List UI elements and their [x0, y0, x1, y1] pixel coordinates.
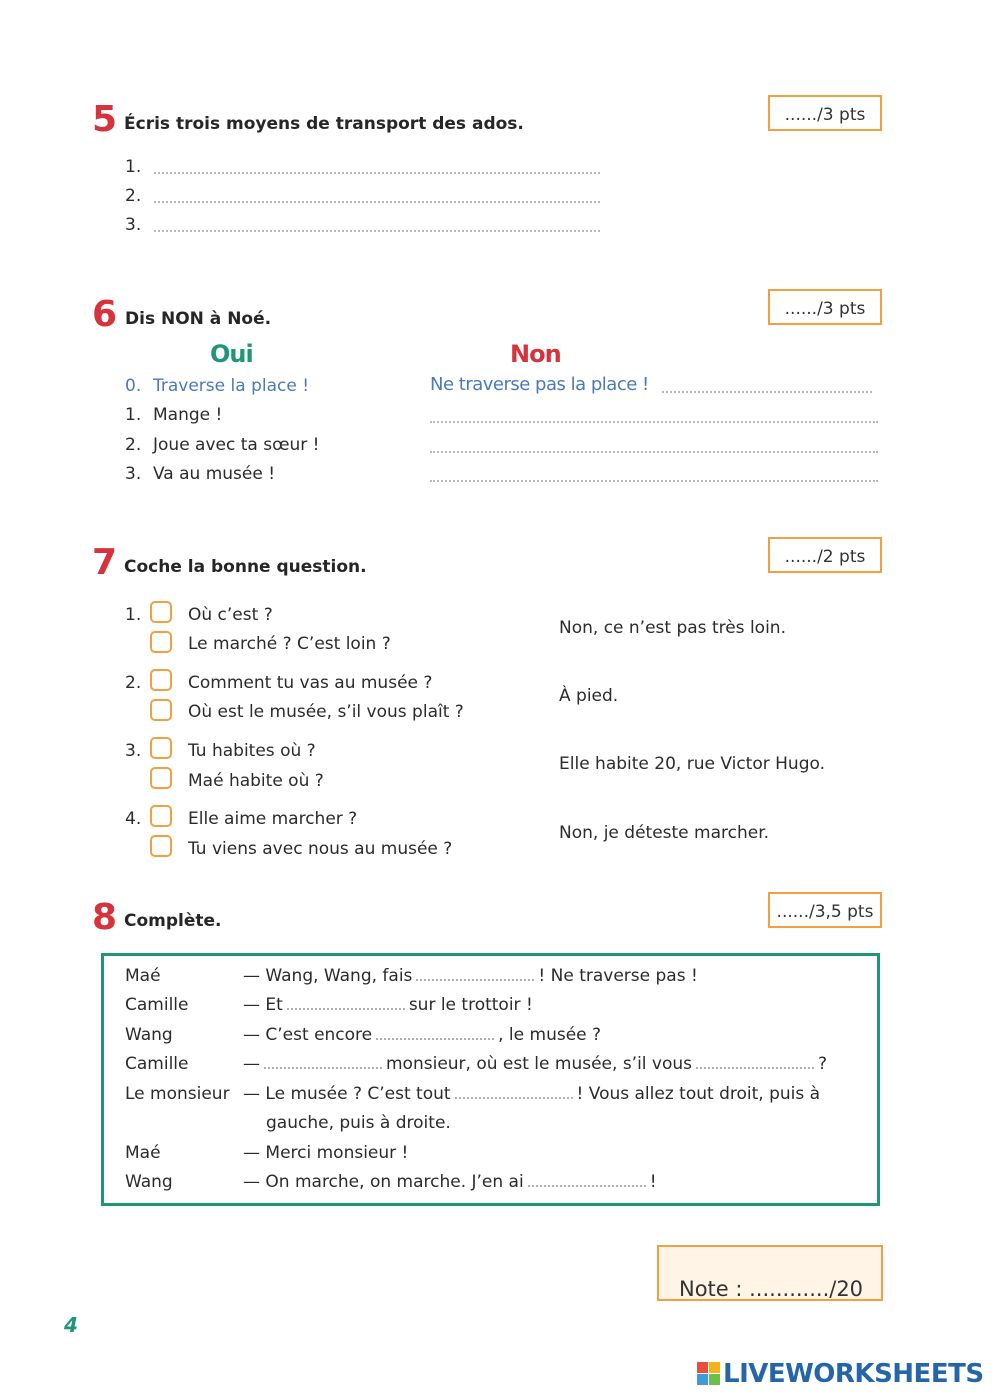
- ex7-item-1-checkbox-b[interactable]: [150, 631, 172, 653]
- exercise-7-points: ....../2 pts: [768, 537, 882, 573]
- line-7-text-b: !: [649, 1172, 657, 1192]
- oui-label: Oui: [210, 340, 253, 368]
- ex7-item-2-num: 2.: [125, 673, 142, 693]
- exercise-6-points: ....../3 pts: [768, 289, 882, 325]
- note-text: Note : ............/20: [679, 1277, 864, 1301]
- ex7-item-3-q1: Tu habites où ?: [188, 741, 316, 761]
- exercise-5-points: ....../3 pts: [768, 95, 882, 131]
- exercise-6-title: Dis NON à Noé.: [125, 309, 272, 329]
- ex7-item-1-q1: Où c’est ?: [188, 605, 273, 625]
- ex7-item-4-answer: Non, je déteste marcher.: [559, 823, 770, 843]
- ex5-item-1-num: 1.: [125, 157, 142, 177]
- ex7-item-4-num: 4.: [125, 809, 142, 829]
- line-2-text-b: sur le trottoir !: [408, 995, 533, 1015]
- speaker-mae: Maé: [125, 966, 161, 986]
- ex7-item-4-checkbox-a[interactable]: [150, 805, 172, 827]
- ex7-item-2-checkbox-a[interactable]: [150, 669, 172, 691]
- line-4-text-a: —: [243, 1054, 260, 1074]
- line-3-text-b: , le musée ?: [498, 1025, 602, 1045]
- exercise-7-number: 7: [92, 542, 118, 583]
- line-7-text-a: — On marche, on marche. J’en ai: [243, 1172, 524, 1192]
- exercise-8-points: ....../3,5 pts: [768, 892, 882, 928]
- note-box: [657, 1245, 883, 1301]
- ex7-item-4-q2: Tu viens avec nous au musée ?: [188, 839, 453, 859]
- exercise-8-title: Complète.: [124, 911, 222, 931]
- ex7-item-1-answer: Non, ce n’est pas très loin.: [559, 618, 786, 638]
- ex5-answer-2[interactable]: [154, 201, 600, 203]
- line-4-text-b: monsieur, où est le musée, s’il vous: [386, 1054, 693, 1074]
- ex6-item-3-text: Va au musée !: [153, 464, 276, 484]
- ex7-item-2-q2: Où est le musée, s’il vous plaît ?: [188, 702, 464, 722]
- blank-4[interactable]: [264, 1067, 382, 1069]
- brand-text: LIVEWORKSHEETS: [723, 1359, 984, 1389]
- speaker-wang: Wang: [125, 1172, 173, 1192]
- ex5-answer-1[interactable]: [154, 172, 600, 174]
- blank-5[interactable]: [696, 1067, 814, 1069]
- ex6-item-1-num: 1.: [125, 405, 142, 425]
- line-5-text-b: ! Vous allez tout droit, puis à: [576, 1084, 821, 1104]
- ex5-answer-3[interactable]: [154, 230, 600, 232]
- ex7-item-4-checkbox-b[interactable]: [150, 835, 172, 857]
- exercise-7-title: Coche la bonne question.: [124, 557, 367, 577]
- line-5-text-a: — Le musée ? C’est tout: [243, 1084, 451, 1104]
- dialogue-frame: [101, 953, 880, 1206]
- ex7-item-2-checkbox-b[interactable]: [150, 699, 172, 721]
- page-number: 4: [64, 1313, 78, 1337]
- line-6-text-a: — Merci monsieur !: [243, 1143, 409, 1163]
- line-4-text-c: ?: [818, 1054, 828, 1074]
- ex6-item-2-text: Joue avec ta sœur !: [153, 435, 320, 455]
- speaker-camille: Camille: [125, 1054, 189, 1074]
- line-1-text-a: — Wang, Wang, fais: [243, 966, 413, 986]
- ex6-item-2-num: 2.: [125, 435, 142, 455]
- line-5-continuation: gauche, puis à droite.: [266, 1113, 451, 1133]
- ex7-item-3-checkbox-a[interactable]: [150, 737, 172, 759]
- speaker-le-monsieur: Le monsieur: [125, 1084, 230, 1104]
- ex7-item-3-q2: Maé habite où ?: [188, 771, 324, 791]
- exercise-5-title: Écris trois moyens de transport des ados.: [124, 114, 524, 134]
- ex7-item-2-q1: Comment tu vas au musée ?: [188, 673, 433, 693]
- exercise-5-number: 5: [92, 99, 118, 140]
- blank-7[interactable]: [528, 1185, 646, 1187]
- ex7-item-2-answer: À pied.: [559, 686, 619, 706]
- ex7-item-3-num: 3.: [125, 741, 142, 761]
- ex6-answer-2[interactable]: [430, 451, 878, 453]
- blank-2[interactable]: [287, 1008, 405, 1010]
- blank-1[interactable]: [416, 979, 534, 981]
- ex6-example-oui: Traverse la place !: [153, 376, 310, 396]
- exercise-6-number: 6: [92, 294, 118, 335]
- line-3-text-a: — C’est encore: [243, 1025, 373, 1045]
- speaker-mae: Maé: [125, 1143, 161, 1163]
- exercise-8-number: 8: [92, 897, 118, 938]
- non-label: Non: [510, 340, 561, 368]
- ex6-example-non: Ne traverse pas la place !: [430, 374, 649, 395]
- ex7-item-4-q1: Elle aime marcher ?: [188, 809, 358, 829]
- blank-6[interactable]: [455, 1097, 573, 1099]
- ex6-answer-3[interactable]: [430, 480, 878, 482]
- speaker-wang: Wang: [125, 1025, 173, 1045]
- ex6-example-dots: [662, 391, 872, 393]
- ex7-item-3-answer: Elle habite 20, rue Victor Hugo.: [559, 754, 825, 774]
- line-2-text-a: — Et: [243, 995, 283, 1015]
- ex7-item-1-q2: Le marché ? C’est loin ?: [188, 634, 391, 654]
- line-1-text-b: ! Ne traverse pas !: [538, 966, 698, 986]
- blank-3[interactable]: [376, 1038, 494, 1040]
- ex7-item-1-num: 1.: [125, 605, 142, 625]
- ex7-item-1-checkbox-a[interactable]: [150, 601, 172, 623]
- ex7-item-3-checkbox-b[interactable]: [150, 767, 172, 789]
- ex6-example-num: 0.: [125, 376, 142, 396]
- logo-cubes-icon: [697, 1362, 721, 1386]
- ex6-answer-1[interactable]: [430, 421, 878, 423]
- ex6-item-1-text: Mange !: [153, 405, 223, 425]
- ex5-item-2-num: 2.: [125, 186, 142, 206]
- dialogue-line-5-cont: [266, 1113, 451, 1133]
- ex6-item-3-num: 3.: [125, 464, 142, 484]
- speaker-camille: Camille: [125, 995, 189, 1015]
- ex5-item-3-num: 3.: [125, 215, 142, 235]
